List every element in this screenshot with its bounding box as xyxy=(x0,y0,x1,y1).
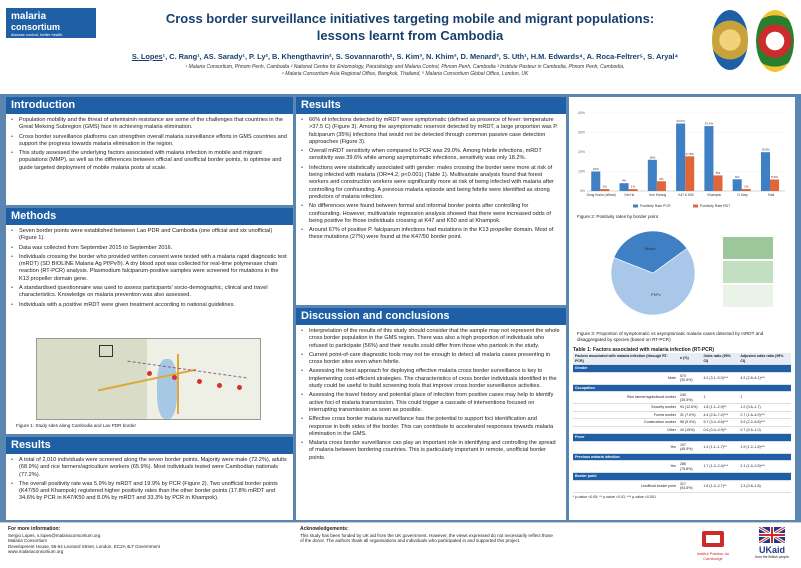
bar xyxy=(629,189,638,191)
bar xyxy=(733,179,742,191)
contact-line: www.malariaconsortium.org xyxy=(8,549,64,555)
data-label: 6% xyxy=(735,174,740,179)
y-tick-label: 10% xyxy=(577,169,585,174)
data-label: 19.9% xyxy=(761,147,770,152)
legend-label: Positivity Rate PCR xyxy=(640,204,671,208)
union-flag-icon xyxy=(759,527,785,543)
legend-swatch xyxy=(633,205,638,208)
table-cell: 2.1 (1.4–2.8)*** xyxy=(738,461,791,473)
logo-text-1: malaria xyxy=(11,11,47,22)
table-row xyxy=(573,426,791,434)
x-tick-label: Total xyxy=(767,193,775,197)
table-group-header: Fever xyxy=(573,434,791,442)
list-item: • This study assessed the underlying factors associated with malaria infection in mobile and migrant populations (MMP), as well as the differences between official and unofficial border points, to optimise and guide targeted deployment of mobile malaria posts at scale. xyxy=(11,150,288,172)
methods-panel xyxy=(6,208,293,434)
results-mid-panel xyxy=(296,97,566,305)
table1-title: Table 1: Factors associated with malaria infection (RT-PCR) xyxy=(573,347,715,353)
table-row xyxy=(573,419,791,427)
table-row xyxy=(573,411,791,419)
table-cell: 107 (45.5%) xyxy=(678,441,702,453)
table-cell: 4.2 (2.8–6.1)*** xyxy=(738,372,791,384)
table-cell: Security worker xyxy=(573,404,678,412)
table-header: Adjusted odds ratio (95% CI) xyxy=(738,353,791,365)
table-group-header: Border point xyxy=(573,473,791,481)
table-cell: 1.8 (1.2–2.7)** xyxy=(701,480,738,492)
results-left-panel xyxy=(6,437,293,520)
affiliation-line-2: ⁴ Malaria Consortium Asia Regional Office, Bangkok, Thailand, ⁵ Malaria Consortium Global Office, London, UK xyxy=(281,71,529,77)
table-cell: Forest worker xyxy=(573,411,678,419)
ukaid-sub: from the British people xyxy=(755,555,789,559)
list-item: • Effective cross border malaria surveillance has the potential to support foci identification and response in both sides of the border. This can contribute to accelerated responses towards malaria elimination in the GMS. xyxy=(301,416,561,438)
table-cell: 2.7 (1.6–4.9)*** xyxy=(738,411,791,419)
data-label: 1% xyxy=(744,184,749,189)
list-item: • The overall positivity rate was 5.9% by mRDT and 19.9% by PCR (Figure 2). Two unofficial border points (K47/50 and Khampok) registered higher positivity rates than the other border points (17.8% mRDT and 34.6% by PCR in K47/K50 and 8.0% by mRDT and 33.3% by PCR in Khampok). xyxy=(11,481,288,503)
x-tick-label: Dei Ho xyxy=(624,193,635,197)
bar xyxy=(685,156,694,191)
pie-slice-label: Pf/Pv xyxy=(651,291,661,297)
results-left-list xyxy=(11,457,288,503)
affiliations xyxy=(100,64,710,78)
legend-label: Positivity Rate RDT xyxy=(700,204,731,208)
stack-segment xyxy=(723,285,773,307)
border-point-marker xyxy=(217,383,222,388)
data-label: 4% xyxy=(621,178,627,183)
y-tick-label: 30% xyxy=(577,130,585,135)
y-tick-label: 0% xyxy=(579,189,585,194)
table-cell: 286 (75.8%) xyxy=(678,461,702,473)
table-cell: 4.4 (2.6–7.4)*** xyxy=(701,411,738,419)
list-item: • Overall mRDT sensitivity when compared to PCR was 29.0%. Among febrile infections, mRDT sensitivity was 39.6% while among asymptomatic infections, sensitivity was only 18.2%. xyxy=(301,148,561,163)
list-item: • Around 67% of positive P. falciparum infections had mutations in the K13 propeller domain. Most of these mutations (27%) were found at the K47/50 border point. xyxy=(301,227,561,242)
positivity-bar-chart xyxy=(573,101,791,213)
table-cell: 1.3 (0.8–1.8) xyxy=(738,480,791,492)
table-cell: 1.4 (1.1–1.7)** xyxy=(701,441,738,453)
x-tick-label: Dong Kralor (official) xyxy=(586,193,616,197)
y-tick-label: 40% xyxy=(577,111,585,116)
data-label: 34.6% xyxy=(676,119,685,124)
poster-footer xyxy=(0,522,801,568)
data-label: 10% xyxy=(592,167,599,171)
table-row xyxy=(573,392,791,404)
table-header: Factors associated with malaria infection (through RT-PCR) xyxy=(573,353,678,365)
table-row xyxy=(573,404,791,412)
table-cell: 3.9 (2.2–6.8)*** xyxy=(738,419,791,427)
list-item: • Malaria cross border surveillance can play an important role in identifying and controlling the spread of malaria between bordering countries. This is particularly important in remote, unofficial border points. xyxy=(301,440,561,462)
malaria-consortium-logo xyxy=(6,8,96,38)
pie-slice-label: Mixed xyxy=(644,246,656,252)
map-road xyxy=(177,354,179,414)
results-heading: Results xyxy=(296,97,566,114)
stack-segment xyxy=(723,237,773,259)
ukaid-logo xyxy=(748,527,796,559)
table-cell: 317 (93.5%) xyxy=(678,480,702,492)
figure2-caption: Figure 2: Positivity rates by border point xyxy=(577,214,658,219)
data-label: 5.9% xyxy=(771,174,778,179)
data-label: 1% xyxy=(630,184,636,189)
table-row xyxy=(573,461,791,473)
figure3-caption: Figure 3: Proportion of symptomatic vs asymptomatic malaria cases detected by mRDT and disaggregated by species (based on RT-PCR) xyxy=(577,331,764,342)
cnm-seal-logo xyxy=(712,10,748,70)
other-authors: ¹, C. Rang¹, AS. Sarady¹, P. Ly², B. Khengthavrin², S. Sovannaroth², S. Kim³, N. Khim³, D. Menard³, S. Uth¹, H.M. Edwards⁴, A. Roca-Feltrer⁵, S. Aryal⁴ xyxy=(162,52,679,61)
ukaid-label: UKaid xyxy=(758,545,785,555)
contact-line: Malaria Consortium xyxy=(8,538,48,544)
table-header: n (%) xyxy=(678,353,702,365)
contact-info xyxy=(8,527,238,555)
bar xyxy=(742,189,751,191)
pasteur-emblem-icon xyxy=(698,529,728,549)
pasteur-label: Institut Pasteur du Cambodge xyxy=(696,551,730,561)
results-heading: Results xyxy=(6,437,293,454)
table-cell: 5.7 (3.4–9.6)*** xyxy=(701,419,738,427)
table1-container xyxy=(573,347,791,499)
table-cell: 1.7 (1.2–2.4)*** xyxy=(701,461,738,473)
map-inset-box xyxy=(99,345,113,357)
list-item: • Population mobility and the threat of artemisinin resistance are some of the challenges that countries in the Great Mekong Subregion (GMS) face in achieving malaria elimination. xyxy=(11,117,288,132)
list-item: • 66% of infections detected by mRDT were symptomatic (defined as presence of fever: temperature >37.5 C) (Figure 3). Among the asymptomatic reservoir detected by mRDT, a large proportion was P. falciparum (35%) infections that would not be detected through common passive case detection approaches (Figure 3). xyxy=(301,117,561,146)
table-cell: 1 xyxy=(701,392,738,404)
list-item: • Data was collected from September 2015 to September 2016. xyxy=(11,245,288,252)
list-item: • Current point-of-care diagnostic tools may not be enough to detect all malaria cases presenting in cross border sites even when febrile. xyxy=(301,352,561,367)
table-row xyxy=(573,372,791,384)
logo-text-2: consortium xyxy=(11,22,61,32)
table-cell: Rice farmer/agricultural worker xyxy=(573,392,678,404)
list-item: • No differences were found between formal and informal border points after controlling for confounding. However, multivariate regression analysis showed that there were increased odds of being positive for those individuals crossing at K47 and K50 and at Khampok. xyxy=(301,203,561,225)
bar xyxy=(761,152,770,191)
table-row xyxy=(573,441,791,453)
contact-line: Sergio Lopes, s.lopes@malariaconsortium.org xyxy=(8,532,101,538)
list-item: • A standardised questionnaire was used to assess participants' socio-demographic, clinical and travel characteristics. Knowledge on malaria prevention was also assessed. xyxy=(11,285,288,300)
bar xyxy=(620,183,629,191)
border-point-marker xyxy=(147,371,152,376)
factors-table xyxy=(573,353,791,493)
table-cell: 44 (15%) xyxy=(678,426,702,434)
table-cell: Male xyxy=(573,372,678,384)
map-land-laos xyxy=(37,339,147,420)
title-line-1: Cross border surveillance initiatives targeting mobile and migrant populations: xyxy=(165,11,655,26)
data-label: 8% xyxy=(715,170,721,175)
table-cell: 570 (30.5%) xyxy=(678,372,702,384)
pasteur-logo xyxy=(690,529,736,561)
figure2-chart xyxy=(573,101,791,219)
table-header: Odds ratio (95% CI) xyxy=(701,353,738,365)
contact-line: Development House, 56-64 Leonard Street, London, EC2A 4LT Government xyxy=(8,543,160,549)
table-cell: Yes xyxy=(573,461,678,473)
table-group-header: Gender xyxy=(573,365,791,373)
poster-header xyxy=(0,0,801,94)
data-label: 16% xyxy=(649,155,656,160)
figure3-chart xyxy=(573,223,791,329)
legend-swatch xyxy=(693,205,698,208)
stack-segment xyxy=(723,261,773,283)
border-point-marker xyxy=(197,379,202,384)
author-list xyxy=(100,52,710,61)
title-line-2: lessons learnt from Cambodia xyxy=(316,28,504,43)
table-group-header: Previous malaria infection xyxy=(573,453,791,461)
table-cell: 0.7 (0.5–1.0) xyxy=(738,426,791,434)
list-item: • Assessing the best approach for deploying effective malaria cross border surveillance is key to implementing cost-efficient strategies. The characteristics of cross border individuals identified in the study could be useful to build screening tools that improve cross border surveillance activities. xyxy=(301,368,561,390)
x-tick-label: Kon Kreang xyxy=(649,193,667,197)
table-cell: 58 (5.9%) xyxy=(678,419,702,427)
border-point-marker xyxy=(237,385,242,390)
introduction-heading: Introduction xyxy=(6,97,293,114)
right-column-panel xyxy=(569,97,795,520)
list-item: • Infections were statistically associated with gender: males crossing the border were more at risk of being infected with malaria (OR=4.2, p<0.001) (Table 1). Multivariate analysis found that forest workers and construction workers were significantly more at risk of being infected with malaria after controlling for confounding. A previous malaria episode and being febrile were identified as strong predictors of malaria infection. xyxy=(301,165,561,201)
table1-note: * p-value <0.05; ** p-value <0.01; *** p-value <0.001 xyxy=(573,494,657,499)
acknowledgements xyxy=(300,527,630,544)
list-item: • A total of 2,010 individuals were screened along the seven border points. Majority were male (72.2%), adults (68.9%) and rice farmers/agriculture workers (65.9%). Most individuals tested were Cambodian nationals (77.2%). xyxy=(11,457,288,479)
table-cell: 240 (35.5%) xyxy=(678,392,702,404)
bar xyxy=(591,172,600,192)
bar xyxy=(676,124,685,191)
list-item: • Assessing the travel history and potential place of infection from positive cases may help to identify active foci of malaria transmission. This could trigger a cascade of interventions focused on interrupting transmission as soon as possible. xyxy=(301,392,561,414)
discussion-panel xyxy=(296,308,566,520)
x-tick-label: K47 & K50 xyxy=(678,193,694,197)
border-point-marker xyxy=(172,375,177,380)
introduction-list xyxy=(11,117,288,172)
table-cell: 93 (12.6%) xyxy=(678,404,702,412)
table-cell: 0.6 (0.4–0.9)** xyxy=(701,426,738,434)
bar xyxy=(648,160,657,191)
table-cell: Unofficial border point xyxy=(573,480,678,492)
lead-author: S. Lopes xyxy=(131,52,163,61)
list-item: • Interpretation of the results of this study should consider that the sample may not represent the whole cross border population in the GMS region. There was also a high proportion of individuals who refused to participate (56%) and their results could differ from those who partook in the study. xyxy=(301,328,561,350)
data-label: 17.8% xyxy=(685,151,694,156)
table-cell: 4.2 (3.1–5.0)*** xyxy=(701,372,738,384)
contact-heading: For more information: xyxy=(8,526,61,532)
table-cell: 1.8 (1.1–2.9)** xyxy=(701,404,738,412)
data-label: 1% xyxy=(602,184,607,189)
affiliation-line-1: ¹ Malaria Consortium, Phnom Penh, Cambodia ² National Centre for Entomology, Parasitology and Malaria Control, Phnom Penh, Cambodia ³ Institute Pasteur in Cambodia, Phnom Penh, Cambodia, xyxy=(185,64,625,70)
bar xyxy=(657,181,666,191)
table-cell: Yes xyxy=(573,441,678,453)
ack-heading: Acknowledgements: xyxy=(300,526,349,532)
figure1-caption: Figure 1: Study sites along Cambodia and Lao PDR border xyxy=(16,423,137,428)
bar xyxy=(713,175,722,191)
table-cell: 31 (7.0%) xyxy=(678,411,702,419)
poster-title xyxy=(110,10,710,44)
table-row xyxy=(573,480,791,492)
table-group-header: Occupation xyxy=(573,384,791,392)
bar xyxy=(770,179,779,191)
results-mid-list xyxy=(301,117,561,242)
table-cell: 1.9 (1.2–1.8)*** xyxy=(738,441,791,453)
list-item: • Individuals crossing the border who provided written consent were tested with a malaria rapid diagnostic test (mRDT) (SD BIOLINE Malaria Ag Pf/Pv®). A dry blood spot was collected for real-time polymerase chain reaction (RT-PCR) analysis. Plasmodium falciparum-positive samples were screened for mutations in the K13 propeller domain gene. xyxy=(11,254,288,283)
data-label: 5% xyxy=(659,176,664,181)
introduction-panel xyxy=(6,97,293,205)
x-tick-label: O Svay xyxy=(737,193,748,197)
list-item: • Cross border surveillance platforms can strengthen overall malaria surveillance efforts in GMS countries and support the progress towards malaria elimination in the region. xyxy=(11,134,288,149)
methods-list xyxy=(11,228,288,309)
ack-line: This study has been funded by UK aid from the UK government. However, the views expressed do not necessarily reflect those xyxy=(300,532,553,538)
table-cell: Construction worker xyxy=(573,419,678,427)
methods-heading: Methods xyxy=(6,208,293,225)
x-tick-label: Khampok xyxy=(707,193,722,197)
table-cell: 1 xyxy=(738,392,791,404)
bar xyxy=(704,126,713,191)
study-sites-map xyxy=(36,338,261,420)
discussion-list xyxy=(301,328,561,462)
logo-tagline: disease control, better health xyxy=(11,32,63,37)
discussion-heading: Discussion and conclusions xyxy=(296,308,566,325)
y-tick-label: 20% xyxy=(577,150,585,155)
data-label: 33.3% xyxy=(704,121,714,126)
table-cell: 1.2 (0.6–1.7) xyxy=(738,404,791,412)
table-cell: Other xyxy=(573,426,678,434)
ministry-seal-logo xyxy=(756,10,794,72)
list-item: • Seven border points were established between Lao PDR and Cambodia (one official and six unofficial) (Figure 1). xyxy=(11,228,288,243)
ack-line: of the donor. The authors thank all organisations and individuals who participated in and supported this project. xyxy=(300,538,521,544)
list-item: • Individuals with a positive mRDT were given treatment according to national guidelines. xyxy=(11,302,288,309)
bar xyxy=(600,189,609,191)
species-pie-chart xyxy=(573,223,791,329)
